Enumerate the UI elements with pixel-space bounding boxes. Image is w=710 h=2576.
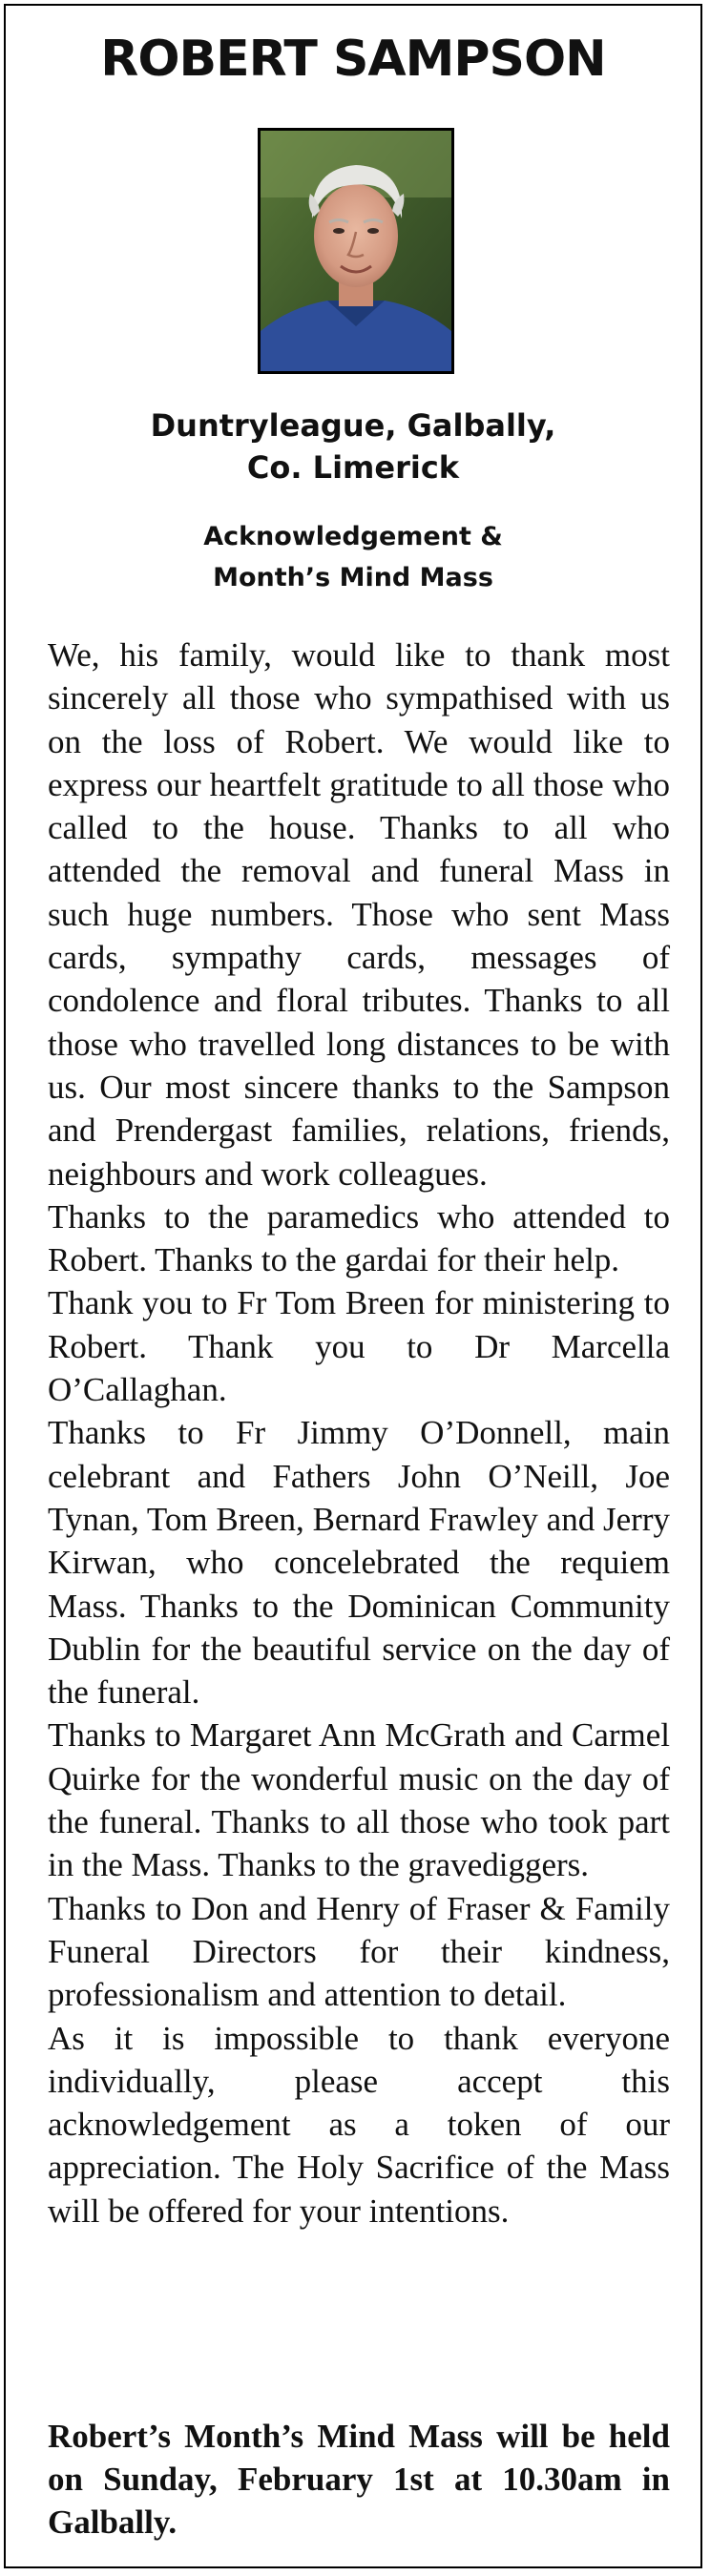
- deceased-name: ROBERT SAMPSON: [100, 31, 606, 88]
- address-line: Co. Limerick: [246, 449, 460, 486]
- paragraph: Thanks to Don and Henry of Fraser & Family Funeral Directors for their kindness, professionalism and attention to detail.: [48, 1889, 670, 2014]
- paragraph: Thank you to Fr Tom Breen for ministering to Robert. Thank you to Dr Marcella O’Callaghan.: [48, 1284, 670, 1409]
- paragraph: Thanks to Margaret Ann McGrath and Carmel Quirke for the wonderful music on the day of the funeral. Thanks to all those who took part in the Mass. Thanks to the gravediggers.: [48, 1716, 670, 1884]
- paragraph: Thanks to Fr Jimmy O’Donnell, main celebrant and Fathers John O’Neill, Joe Tynan, Tom Breen, Bernard Frawley and Jerry Kirwan, who concelebrated the requiem Mass. Thanks to the Dominican Community Dublin for the beautiful service on the day of the funeral.: [48, 1414, 670, 1712]
- portrait-photo: [258, 128, 454, 374]
- notice-heading: [6, 516, 700, 598]
- address: [6, 405, 700, 488]
- paragraph: As it is impossible to thank everyone individually, please accept this acknowledgement as a token of our appreciation. The Holy Sacrifice of the Mass will be offered for your intentions.: [48, 2019, 670, 2230]
- paragraph: We, his family, would like to thank most sincerely all those who sympathised with us on the loss of Robert. We would like to express our heartfelt gratitude to all those who called to the house. Thanks to all who attended the removal and funeral Mass in such huge numbers. Those who sent Mass cards, sympathy cards, messages of condolence and floral tributes. Thanks to all those who travelled long distances to be with us. Our most sincere thanks to the Sampson and Prendergast families, relations, friends, neighbours and work colleagues.: [48, 636, 670, 1193]
- paragraph: Thanks to the paramedics who attended to Robert. Thanks to the gardai for their help.: [48, 1197, 670, 1279]
- address-line: Duntryleague, Galbally,: [150, 407, 556, 444]
- heading-line: Acknowledgement &: [203, 522, 503, 551]
- death-notice: [4, 4, 702, 2568]
- heading-line: Month’s Mind Mass: [213, 563, 493, 592]
- acknowledgement-text: [48, 634, 670, 2233]
- portrait-image: [261, 131, 451, 371]
- mass-announcement: Robert’s Month’s Mind Mass will be held on Sunday, February 1st at 10.30am in Galbally.: [48, 2418, 670, 2541]
